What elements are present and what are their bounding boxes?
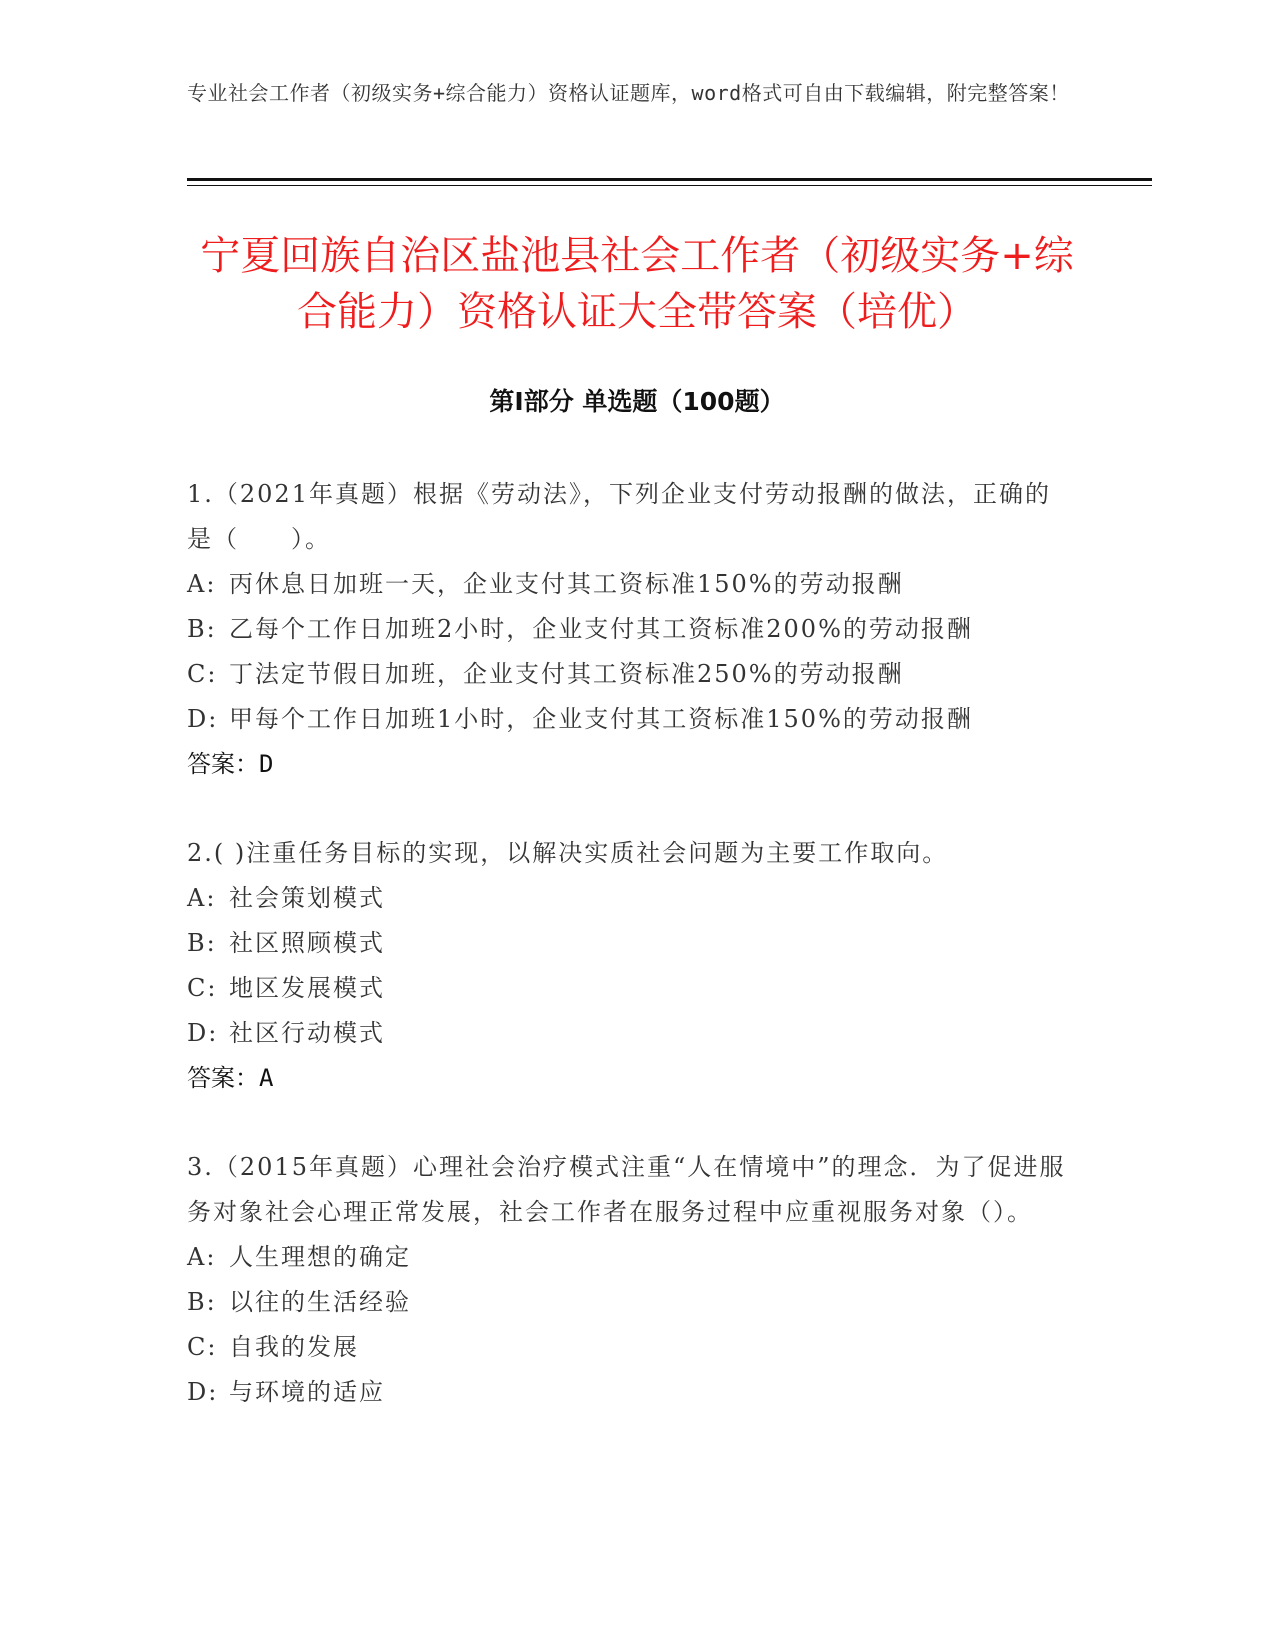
option-a bbox=[187, 1235, 1067, 1280]
option-c bbox=[187, 966, 1067, 1011]
option-key: A: bbox=[187, 570, 217, 598]
question-3 bbox=[187, 1145, 1067, 1415]
question-stem: 1.（2021年真题）根据《劳动法》，下列企业支付劳动报酬的做法，正确的是（ ）。 bbox=[187, 480, 1051, 553]
option-key: B: bbox=[187, 1288, 217, 1316]
option-d bbox=[187, 697, 1067, 742]
option-text: 以往的生活经验 bbox=[229, 1288, 411, 1316]
option-b bbox=[187, 1280, 1067, 1325]
header-divider-thin bbox=[187, 185, 1152, 186]
option-c bbox=[187, 652, 1067, 697]
option-text: 丁法定节假日加班，企业支付其工资标准250%的劳动报酬 bbox=[229, 660, 904, 688]
option-b bbox=[187, 921, 1067, 966]
option-key: D: bbox=[187, 705, 219, 733]
option-text: 丙休息日加班一天，企业支付其工资标准150%的劳动报酬 bbox=[229, 570, 904, 598]
option-d bbox=[187, 1370, 1067, 1415]
option-key: C: bbox=[187, 1333, 218, 1361]
option-d bbox=[187, 1011, 1067, 1056]
answer-label: 答案： bbox=[187, 750, 259, 778]
option-text: 社区行动模式 bbox=[229, 1019, 385, 1047]
question-stem: 3.（2015年真题）心理社会治疗模式注重“人在情境中”的理念．为了促进服务对象社会心理正常发展，社会工作者在服务过程中应重视服务对象（）。 bbox=[187, 1153, 1066, 1226]
question-stem: 2.( )注重任务目标的实现，以解决实质社会问题为主要工作取向。 bbox=[187, 839, 949, 867]
option-a bbox=[187, 562, 1067, 607]
answer-value: D bbox=[259, 750, 274, 778]
option-text: 甲每个工作日加班1小时，企业支付其工资标准150%的劳动报酬 bbox=[229, 705, 973, 733]
document-title: 宁夏回族自治区盐池县社会工作者（初级实务+综合能力）资格认证大全带答案（培优） bbox=[200, 233, 1074, 335]
answer-value: A bbox=[259, 1064, 274, 1092]
option-key: D: bbox=[187, 1378, 219, 1406]
answer-line bbox=[187, 742, 1067, 787]
option-text: 与环境的适应 bbox=[229, 1378, 385, 1406]
option-key: D: bbox=[187, 1019, 219, 1047]
answer-line bbox=[187, 1056, 1067, 1101]
option-text: 人生理想的确定 bbox=[229, 1243, 411, 1271]
answer-label: 答案： bbox=[187, 1064, 259, 1092]
option-key: B: bbox=[187, 929, 217, 957]
option-a bbox=[187, 876, 1067, 921]
header-divider-thick bbox=[187, 178, 1152, 181]
option-text: 社会策划模式 bbox=[229, 884, 385, 912]
option-key: A: bbox=[187, 884, 217, 912]
option-text: 社区照顾模式 bbox=[229, 929, 385, 957]
question-2 bbox=[187, 831, 1067, 1101]
option-key: B: bbox=[187, 615, 217, 643]
option-text: 乙每个工作日加班2小时，企业支付其工资标准200%的劳动报酬 bbox=[229, 615, 973, 643]
header-note: 专业社会工作者（初级实务+综合能力）资格认证题库，word格式可自由下载编辑，附完整答案！ bbox=[187, 81, 1070, 105]
option-key: C: bbox=[187, 974, 218, 1002]
question-1 bbox=[187, 472, 1067, 787]
option-b bbox=[187, 607, 1067, 652]
question-list bbox=[187, 472, 1067, 1459]
option-text: 地区发展模式 bbox=[229, 974, 385, 1002]
section-heading: 第Ⅰ部分 单选题（100题） bbox=[489, 387, 785, 416]
option-text: 自我的发展 bbox=[229, 1333, 359, 1361]
option-key: C: bbox=[187, 660, 218, 688]
option-key: A: bbox=[187, 1243, 217, 1271]
option-c bbox=[187, 1325, 1067, 1370]
